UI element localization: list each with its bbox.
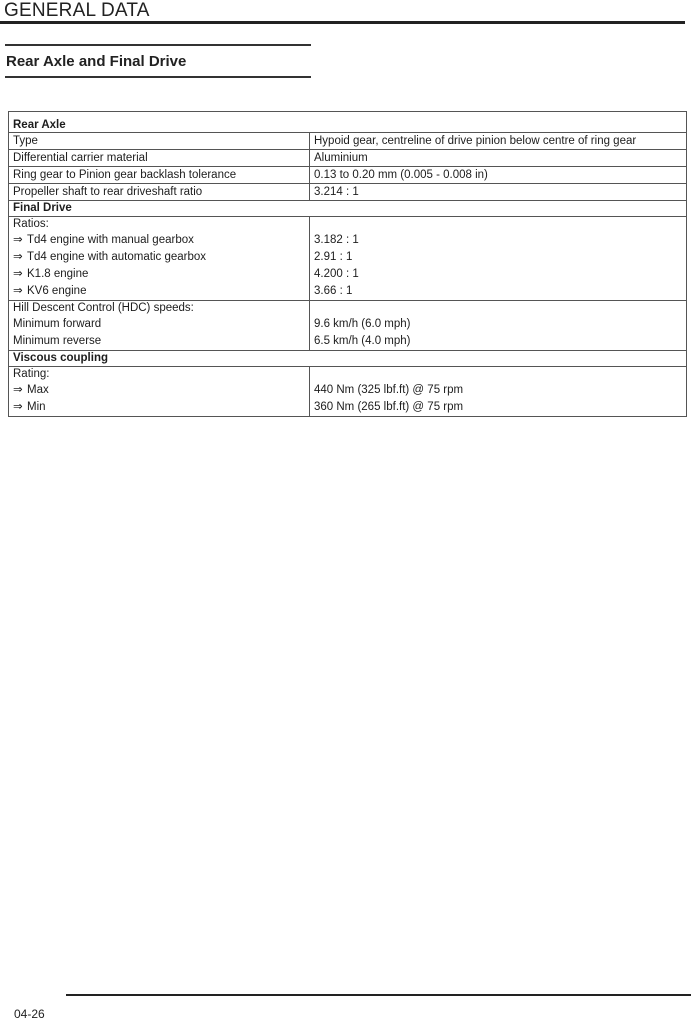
spec-table-container bbox=[8, 111, 687, 417]
spec-label: KV6 engine bbox=[27, 285, 87, 297]
spec-value: 3.66 : 1 bbox=[314, 285, 353, 297]
list-item bbox=[13, 399, 305, 416]
ratios-label: Ratios: bbox=[13, 218, 49, 230]
rating-labels bbox=[9, 367, 310, 417]
spec-label: Td4 engine with manual gearbox bbox=[27, 234, 194, 246]
section-title: Rear Axle and Final Drive bbox=[6, 53, 187, 70]
rating-values bbox=[310, 367, 687, 417]
final-drive-heading: Final Drive bbox=[9, 201, 687, 217]
footer-divider bbox=[66, 994, 691, 996]
list-item bbox=[13, 249, 305, 266]
spec-value: Hypoid gear, centreline of drive pinion below centre of ring gear bbox=[310, 133, 687, 150]
table-heading-row bbox=[9, 351, 687, 367]
list-item bbox=[13, 382, 305, 399]
table-heading-row bbox=[9, 112, 687, 133]
hdc-values bbox=[310, 301, 687, 351]
spec-value: 9.6 km/h (6.0 mph) bbox=[314, 318, 411, 330]
page-header-title: GENERAL DATA bbox=[4, 0, 150, 21]
spec-label: Td4 engine with automatic gearbox bbox=[27, 251, 206, 263]
spec-label: Min bbox=[27, 401, 46, 413]
spacer bbox=[314, 367, 682, 382]
spec-label: Minimum forward bbox=[13, 318, 102, 330]
arrow-right-icon: ⇒ bbox=[13, 401, 23, 413]
table-row bbox=[9, 167, 687, 184]
arrow-right-icon: ⇒ bbox=[13, 251, 23, 263]
list-item bbox=[13, 266, 305, 283]
spec-value: 440 Nm (325 lbf.ft) @ 75 rpm bbox=[314, 384, 464, 396]
table-row bbox=[9, 217, 687, 301]
section-divider-top bbox=[5, 44, 311, 46]
section-divider-bottom bbox=[5, 76, 311, 78]
hdc-labels bbox=[9, 301, 310, 351]
header-divider bbox=[0, 21, 685, 24]
list-item bbox=[13, 232, 305, 249]
table-row bbox=[9, 184, 687, 201]
arrow-right-icon: ⇒ bbox=[13, 384, 23, 396]
rear-axle-heading: Rear Axle bbox=[9, 112, 687, 133]
list-item bbox=[13, 283, 305, 300]
table-row bbox=[9, 150, 687, 167]
ratios-values bbox=[310, 217, 687, 301]
table-row bbox=[9, 367, 687, 417]
viscous-coupling-heading: Viscous coupling bbox=[9, 351, 687, 367]
arrow-right-icon: ⇒ bbox=[13, 285, 23, 297]
spec-label: Propeller shaft to rear driveshaft ratio bbox=[9, 184, 310, 201]
spec-label: Minimum reverse bbox=[13, 335, 102, 347]
spacer bbox=[314, 217, 682, 232]
spec-value: 2.91 : 1 bbox=[314, 251, 353, 263]
spec-value: 4.200 : 1 bbox=[314, 268, 359, 280]
table-row bbox=[9, 301, 687, 351]
hdc-label: Hill Descent Control (HDC) speeds: bbox=[13, 302, 194, 314]
table-row bbox=[9, 133, 687, 150]
spacer bbox=[314, 301, 682, 316]
rating-label: Rating: bbox=[13, 368, 50, 380]
table-heading-row bbox=[9, 201, 687, 217]
ratios-labels bbox=[9, 217, 310, 301]
page-number: 04-26 bbox=[14, 1007, 45, 1021]
arrow-right-icon: ⇒ bbox=[13, 268, 23, 280]
spec-label: Differential carrier material bbox=[9, 150, 310, 167]
spec-value: 3.182 : 1 bbox=[314, 234, 359, 246]
spec-table bbox=[8, 111, 687, 417]
arrow-right-icon: ⇒ bbox=[13, 234, 23, 246]
spec-value: 6.5 km/h (4.0 mph) bbox=[314, 335, 411, 347]
spec-label: Type bbox=[9, 133, 310, 150]
spec-value: 0.13 to 0.20 mm (0.005 - 0.008 in) bbox=[310, 167, 687, 184]
spec-value: 360 Nm (265 lbf.ft) @ 75 rpm bbox=[314, 401, 464, 413]
spec-label: K1.8 engine bbox=[27, 268, 89, 280]
spec-value: 3.214 : 1 bbox=[310, 184, 687, 201]
spec-label: Max bbox=[27, 384, 49, 396]
spec-value: Aluminium bbox=[310, 150, 687, 167]
spec-label: Ring gear to Pinion gear backlash tolerance bbox=[9, 167, 310, 184]
